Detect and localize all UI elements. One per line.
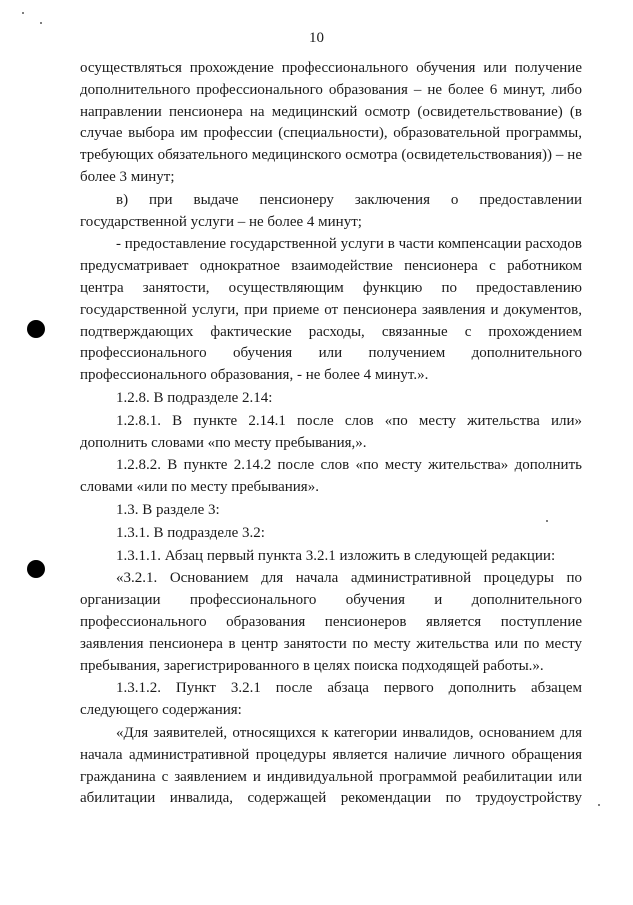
paragraph-1-3-1-2: 1.3.1.2. Пункт 3.2.1 после абзаца первого дополнить абзацем следующего содержания: [80,680,582,719]
punch-hole-mark [27,320,45,338]
paragraph-1-2-8: 1.2.8. В подразделе 2.14: [116,389,273,406]
paragraph-1-2-8-1: 1.2.8.1. В пункте 2.14.1 после слов «по месту жительства или» дополнить словами «по месту пребывания,». [80,412,582,451]
scan-speck [40,22,42,24]
paragraph-quote-3-2-1: «3.2.1. Основанием для начала административной процедуры по организации профессионального обучения и дополнительного профессионального образования пенсионеров является поступление заявления пенсионера в центр занятости по месту жительства или по месту пребывания, зарегистрированного в целях поиска подходящей работы.». [80,570,582,674]
paragraph-item-v: в) при выдаче пенсионеру заключения о предоставлении государственной услуги – не более 4 минут; [80,191,582,230]
scan-speck [546,520,548,522]
paragraph-quote-disabled: «Для заявителей, относящихся к категории инвалидов, основанием для начала административной процедуры является наличие личного обращения гражданина с заявлением и индивидуальной программой реабилитации или абилитации инвалида, содержащей рекомендации по трудоустройству [80,724,582,807]
paragraph-continuation: осуществляться прохождение профессионального обучения или получение дополнительного профессионального образования – не более 6 минут, либо направлении пенсионера на медицинский осмотр (освидетельствование) (в случае выбора им профессии (специальности), образовательной программы, требующих обязательного медицинского осмотра (освидетельствования)) – не более 3 минут; [80,60,582,185]
paragraph-compensation: - предоставление государственной услуги в части компенсации расходов предусматривает однократное взаимодействие пенсионера с работником центра занятости, осуществляющим функцию по предоставлению государственной услуги, при приеме от пенсионера заявления и документов, подтверждающих фактические расходы, связанные с прохождением профессионального обучения или получением дополнительного профессионального образования, - не более 4 минут.». [80,236,582,384]
document-body [80,58,582,811]
paragraph-1-3-1-1: 1.3.1.1. Абзац первый пункта 3.2.1 изложить в следующей редакции: [116,547,556,564]
scan-speck [22,12,24,14]
paragraph-1-2-8-2: 1.2.8.2. В пункте 2.14.2 после слов «по месту жительства» дополнить словами «или по месту пребывания». [80,457,582,496]
punch-hole-mark [27,560,45,578]
scan-speck [598,804,600,806]
paragraph-1-3: 1.3. В разделе 3: [116,501,220,518]
paragraph-1-3-1: 1.3.1. В подразделе 3.2: [116,524,265,541]
page-number: 10 [309,30,324,46]
